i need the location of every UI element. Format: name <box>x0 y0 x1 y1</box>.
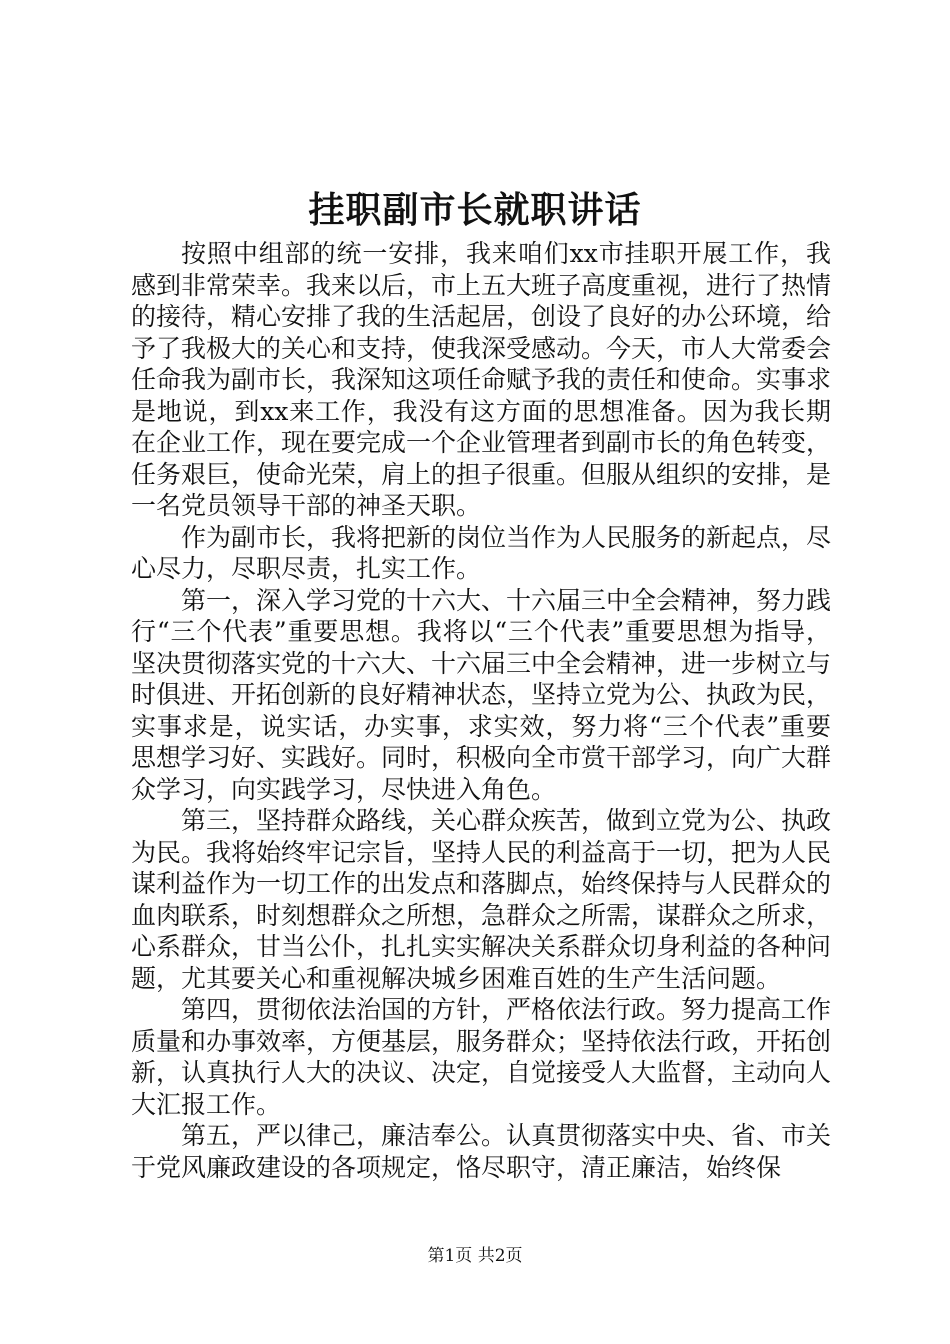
paragraph-1: 按照中组部的统一安排，我来咱们xx市挂职开展工作，我感到非常荣幸。我来以后，市上五大班子高度重视，进行了热情的接待，精心安排了我的生活起居，创设了良好的办公环境，给予了我极大的关心和支持，使我深受感动。今天，市人大常委会任命我为副市长，我深知这项任命赋予我的责任和使命。实事求是地说，到xx来工作，我没有这方面的思想准备。因为我长期在企业工作，现在要完成一个企业管理者到副市长的角色转变，任务艰巨，使命光荣，肩上的担子很重。但服从组织的安排，是一名党员领导干部的神圣天职。 <box>131 239 832 520</box>
document-title: 挂职副市长就职讲话 <box>308 189 642 231</box>
document-body <box>131 238 831 1183</box>
paragraph-6: 第五，严以律己，廉洁奉公。认真贯彻落实中央、省、市关于党风廉政建设的各项规定，恪尽职守，清正廉洁，始终保 <box>131 1121 832 1182</box>
paragraph-3: 第一，深入学习党的十六大、十六届三中全会精神，努力践行“三个代表”重要思想。我将以“三个代表”重要思想为指导，坚决贯彻落实党的十六大、十六届三中全会精神，进一步树立与时俱进、开拓创新的良好精神状态，坚持立党为公、执政为民，实事求是，说实话，办实事，求实效，努力将“三个代表”重要思想学习好、实践好。同时，积极向全市赏干部学习，向广大群众学习，向实践学习，尽快进入角色。 <box>131 585 832 804</box>
paragraph-5: 第四，贯彻依法治国的方针，严格依法行政。努力提高工作质量和办事效率，方便基层，服务群众；坚持依法行政，开拓创新，认真执行人大的决议、决定，自觉接受人大监督，主动向人大汇报工作。 <box>131 995 832 1119</box>
paragraph-4: 第三，坚持群众路线，关心群众疾苦，做到立党为公、执政为民。我将始终牢记宗旨，坚持人民的利益高于一切，把为人民谋利益作为一切工作的出发点和落脚点，始终保持与人民群众的血肉联系，时刻想群众之所想，急群众之所需，谋群众之所求，心系群众，甘当公仆，扎扎实实解决关系群众切身利益的各种问题，尤其要关心和重视解决城乡困难百姓的生产生活问题。 <box>131 806 832 993</box>
paragraph-2: 作为副市长，我将把新的岗位当作为人民服务的新起点，尽心尽力，尽职尽责，扎实工作。 <box>131 522 832 583</box>
page-number-footer: 第1页 共2页 <box>427 1246 523 1266</box>
